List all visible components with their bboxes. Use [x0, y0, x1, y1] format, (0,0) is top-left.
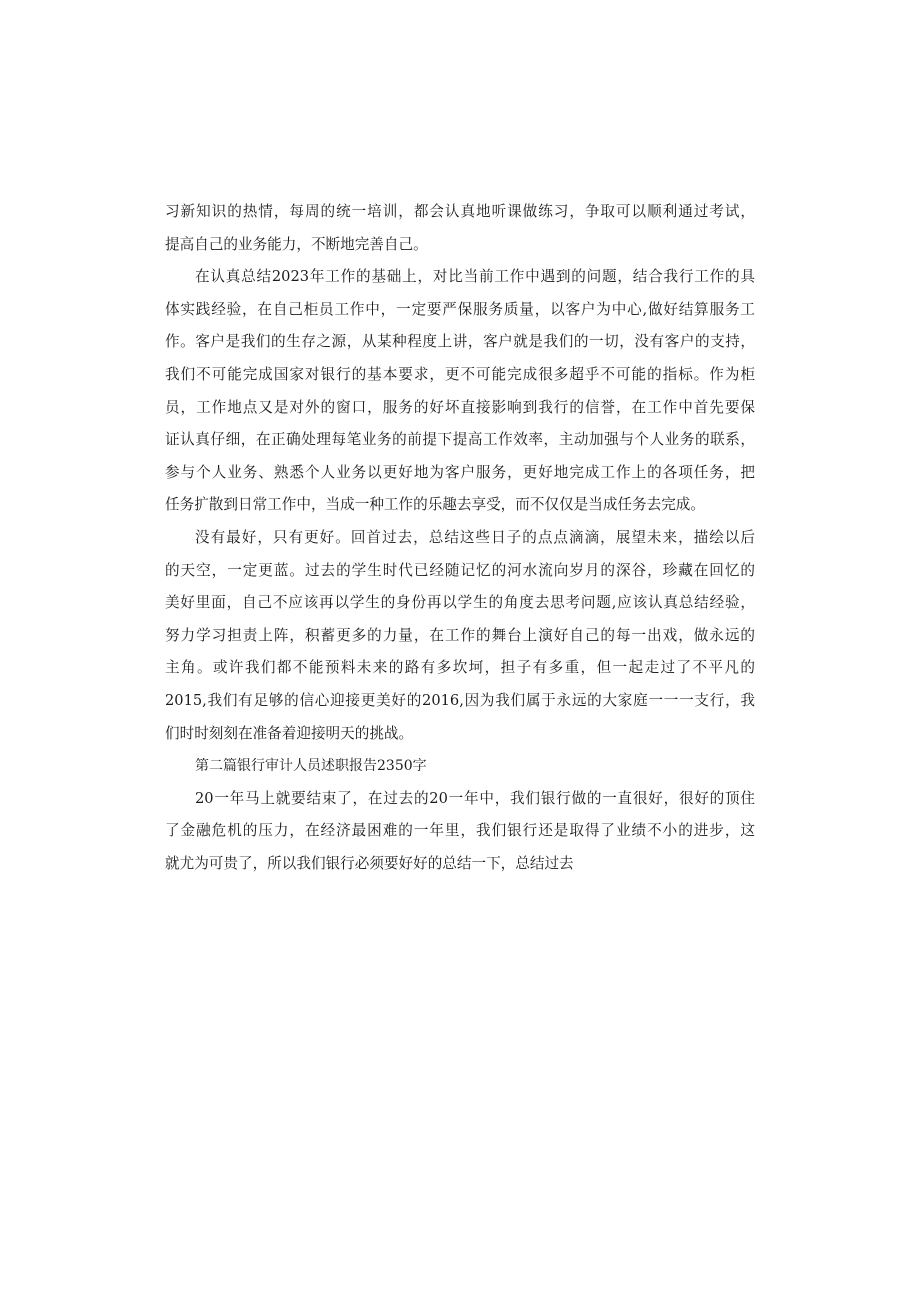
text-line: 们时时刻刻在准备着迎接明天的挑战。: [165, 724, 414, 742]
text-line: 证认真仔细，在正确处理每笔业务的前提下提高工作效率，主动加强与个人业务的联系，: [165, 431, 755, 449]
text-line: 了金融危机的压力，在经济最困难的一年里，我们银行还是取得了业绩不小的进步，这: [165, 822, 755, 840]
text-line: 参与个人业务、熟悉个人业务以更好地为客户服务，更好地完成工作上的各项任务，把: [165, 463, 755, 481]
section-heading: 第二篇银行审计人员述职报告2350字: [195, 758, 427, 775]
text-line: 主角。或许我们都不能预料未来的路有多坎坷，担子有多重，但一起走过了不平凡的: [165, 659, 755, 677]
text-line: 没有最好，只有更好。回首过去，总结这些日子的点点滴滴，展望未来，描绘以后: [195, 528, 755, 546]
text-line: 任务扩散到日常工作中，当成一种工作的乐趣去享受，而不仅仅是当成任务去完成。: [165, 496, 705, 514]
text-line: 就尤为可贵了，所以我们银行必须要好好的总结一下，总结过去: [165, 854, 574, 872]
document-body: [165, 196, 755, 880]
text-line: 努力学习担责上阵，积蓄更多的力量，在工作的舞台上演好自己的每一出戏，做永远的: [165, 626, 755, 644]
text-line: 的天空，一定更蓝。过去的学生时代已经随记忆的河水流向岁月的深谷，珍藏在回忆的: [165, 561, 755, 579]
text-line: 作。客户是我们的生存之源，从某种程度上讲，客户就是我们的一切，没有客户的支持，: [165, 333, 755, 351]
text-line: 2015,我们有足够的信心迎接更美好的2016,因为我们属于永远的大家庭一一一支行，我: [165, 691, 755, 709]
text-line: 员，工作地点又是对外的窗口，服务的好坏直接影响到我行的信誉，在工作中首先要保: [165, 398, 755, 416]
text-line: 习新知识的热情，每周的统一培训，都会认真地听课做练习，争取可以顺利通过考试，: [165, 203, 755, 220]
text-line: 体实践经验，在自己柜员工作中，一定要严保服务质量，以客户为中心,做好结算服务工: [165, 300, 755, 318]
text-line: 美好里面，自己不应该再以学生的身份再以学生的角度去思考问题,应该认真总结经验，: [165, 594, 755, 612]
text-line: 提高自己的业务能力，不断地完善自己。: [165, 235, 428, 253]
text-line: 我们不可能完成国家对银行的基本要求，更不可能完成很多超乎不可能的指标。作为柜: [165, 365, 755, 383]
text-line: 20一年马上就要结束了，在过去的20一年中，我们银行做的一直很好，很好的顶住: [195, 789, 755, 807]
text-line: 在认真总结2023年工作的基础上，对比当前工作中遇到的问题，结合我行工作的具: [195, 268, 755, 286]
